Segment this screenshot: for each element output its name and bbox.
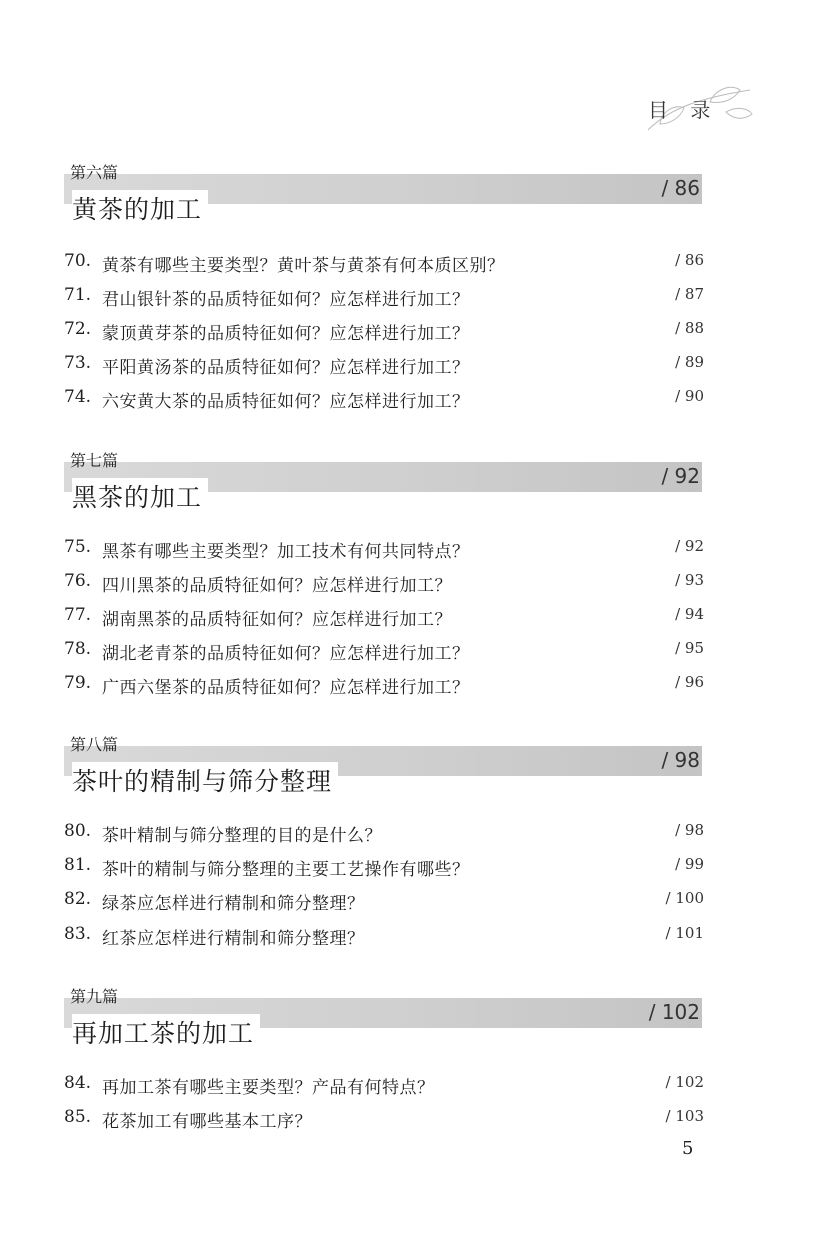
toc-entry[interactable]	[64, 537, 706, 563]
toc-entry[interactable]	[64, 1107, 706, 1133]
entry-page: / 87	[675, 285, 704, 303]
entry-page: / 102	[665, 1073, 704, 1091]
toc-entry[interactable]	[64, 571, 706, 597]
entry-text: 蒙顶黄芽茶的品质特征如何？应怎样进行加工？	[102, 324, 470, 344]
section-title: 黄茶的加工	[72, 190, 208, 226]
entry-text: 广西六堡茶的品质特征如何？应怎样进行加工？	[102, 678, 470, 698]
entry-text: 四川黑茶的品质特征如何？应怎样进行加工？	[102, 576, 452, 596]
toc-entry[interactable]	[64, 639, 706, 665]
section-page: / 102	[648, 1000, 700, 1024]
entry-text: 红茶应怎样进行精制和筛分整理？	[102, 929, 365, 949]
toc-entry[interactable]	[64, 821, 706, 847]
entry-number: 74.	[64, 387, 92, 407]
section-page: / 86	[661, 176, 700, 200]
entry-text: 湖北老青茶的品质特征如何？应怎样进行加工？	[102, 644, 470, 664]
entry-text: 君山银针茶的品质特征如何？应怎样进行加工？	[102, 290, 470, 310]
page-number: 5	[682, 1138, 694, 1159]
section-label: 第七篇	[70, 451, 119, 470]
entry-number: 71.	[64, 285, 92, 305]
toc-entry[interactable]	[64, 855, 706, 881]
entry-text: 花茶加工有哪些基本工序？	[102, 1112, 312, 1132]
entry-text: 平阳黄汤茶的品质特征如何？应怎样进行加工？	[102, 358, 470, 378]
section-label: 第九篇	[70, 987, 119, 1006]
toc-entry[interactable]	[64, 673, 706, 699]
entry-number: 73.	[64, 353, 92, 373]
entry-text: 再加工茶有哪些主要类型？产品有何特点？	[102, 1078, 435, 1098]
toc-entry[interactable]	[64, 285, 706, 311]
toc-entry[interactable]	[64, 889, 706, 915]
entry-number: 83.	[64, 924, 92, 944]
entry-text: 黑茶有哪些主要类型？加工技术有何共同特点？	[102, 542, 470, 562]
section-page: / 92	[661, 464, 700, 488]
entry-page: / 96	[675, 673, 704, 691]
entry-text: 六安黄大茶的品质特征如何？应怎样进行加工？	[102, 392, 470, 412]
entry-number: 82.	[64, 889, 92, 909]
entry-page: / 99	[675, 855, 704, 873]
entry-text: 湖南黑茶的品质特征如何？应怎样进行加工？	[102, 610, 452, 630]
section-page: / 98	[661, 748, 700, 772]
section-title: 再加工茶的加工	[72, 1014, 260, 1050]
entry-text: 茶叶的精制与筛分整理的主要工艺操作有哪些？	[102, 860, 470, 880]
entry-page: / 92	[675, 537, 704, 555]
entry-page: / 100	[665, 889, 704, 907]
entry-page: / 88	[675, 319, 704, 337]
entry-number: 81.	[64, 855, 92, 875]
entry-number: 77.	[64, 605, 92, 625]
entry-number: 70.	[64, 251, 92, 271]
entry-text: 茶叶精制与筛分整理的目的是什么？	[102, 826, 382, 846]
entry-page: / 93	[675, 571, 704, 589]
section-label: 第六篇	[70, 163, 119, 182]
entry-page: / 95	[675, 639, 704, 657]
toc-header: 目 录	[648, 98, 719, 122]
entry-number: 78.	[64, 639, 92, 659]
entry-number: 80.	[64, 821, 92, 841]
toc-entry[interactable]	[64, 1073, 706, 1099]
toc-entry[interactable]	[64, 319, 706, 345]
toc-entry[interactable]	[64, 251, 706, 277]
entry-number: 84.	[64, 1073, 92, 1093]
entry-number: 75.	[64, 537, 92, 557]
entry-page: / 98	[675, 821, 704, 839]
toc-entry[interactable]	[64, 924, 706, 950]
section-title: 黑茶的加工	[72, 478, 208, 514]
entry-text: 绿茶应怎样进行精制和筛分整理？	[102, 894, 365, 914]
entry-number: 85.	[64, 1107, 92, 1127]
entry-text: 黄茶有哪些主要类型？黄叶茶与黄茶有何本质区别？	[102, 256, 505, 276]
entry-page: / 94	[675, 605, 704, 623]
entry-page: / 101	[665, 924, 704, 942]
entry-number: 79.	[64, 673, 92, 693]
toc-entry[interactable]	[64, 605, 706, 631]
toc-entry[interactable]	[64, 353, 706, 379]
entry-page: / 90	[675, 387, 704, 405]
section-title: 茶叶的精制与筛分整理	[72, 762, 338, 798]
toc-entry[interactable]	[64, 387, 706, 413]
section-label: 第八篇	[70, 735, 119, 754]
entry-page: / 86	[675, 251, 704, 269]
entry-page: / 103	[665, 1107, 704, 1125]
entry-number: 72.	[64, 319, 92, 339]
entry-page: / 89	[675, 353, 704, 371]
entry-number: 76.	[64, 571, 92, 591]
